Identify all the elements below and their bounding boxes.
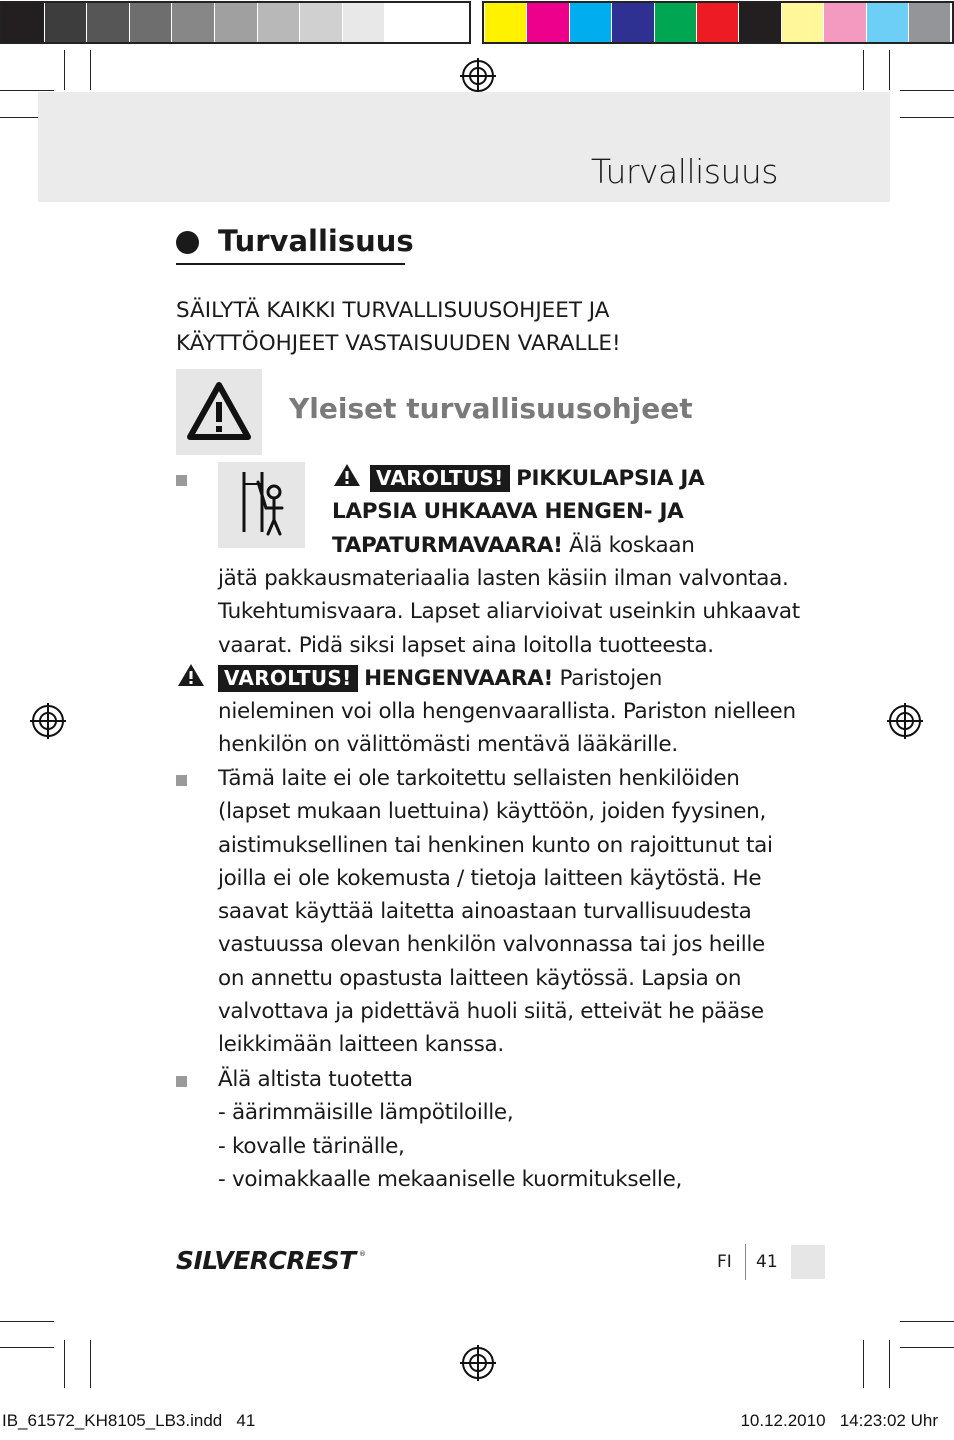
svg-text:®: ®	[359, 1250, 366, 1258]
footer-tab	[791, 1245, 825, 1279]
body-line: henkilön on välittömästi mentävä lääkärille.	[218, 732, 678, 758]
list-bullet	[176, 775, 187, 786]
warning-triangle-icon	[332, 462, 362, 488]
body-line: leikkimään laitteen kanssa.	[218, 1032, 504, 1058]
body-line: Tämä laite ei ole tarkoitettu sellaisten henkilöiden	[218, 766, 740, 791]
body-line: vaarat. Pidä siksi lapset aina loitolla tuotteesta.	[218, 632, 714, 658]
body-line: vastuussa olevan henkilön valvonnassa tai jos heille	[218, 932, 765, 958]
battery-warning-text: Paristojen	[559, 666, 663, 691]
slug-timestamp: 10.12.2010 14:23:02 Uhr	[740, 1411, 938, 1430]
exposure-intro: Älä altista tuotetta	[218, 1067, 413, 1092]
general-safety-title: Yleiset turvallisuusohjeet	[289, 392, 693, 425]
child-warning-text: Älä koskaan	[569, 532, 695, 558]
svg-text:SILVERCREST: SILVERCREST	[176, 1246, 356, 1275]
section-title: Turvallisuus	[218, 224, 414, 258]
slug-file: IB_61572_KH8105_LB3.indd 41	[2, 1411, 256, 1430]
keep-instructions-notice	[176, 294, 796, 360]
child-packaging-icon	[218, 462, 305, 548]
child-warning-heading-line: TAPATURMAVAARA!	[332, 532, 563, 558]
warning-triangle-icon	[176, 662, 206, 688]
registration-mark-icon	[460, 58, 496, 94]
child-warning-heading	[332, 462, 772, 562]
exposure-list-item: - kovalle tärinälle,	[218, 1133, 405, 1159]
footer-divider	[745, 1244, 746, 1280]
notice-line: KÄYTTÖOHJEET VASTAISUUDEN VARALLE!	[176, 331, 621, 356]
battery-warning-title: HENGENVAARA!	[364, 666, 553, 691]
body-line: Tukehtumisvaara. Lapset aliarvioivat useinkin uhkaavat	[218, 599, 800, 625]
section-underline	[176, 263, 405, 265]
language-code: FI	[717, 1252, 732, 1272]
exposure-text	[218, 1063, 798, 1196]
body-line: saavat käyttää laitetta ainoastaan turvallisuudesta	[218, 899, 752, 925]
body-line: jätä pakkausmateriaalia lasten käsiin ilman valvontaa.	[218, 566, 789, 591]
child-warning-body	[218, 562, 798, 662]
exposure-list-item: - voimakkaalle mekaaniselle kuormitukselle,	[218, 1166, 683, 1192]
body-line: joilla ei ole kokemusta / tietoja laitteen käytöstä. He	[218, 865, 762, 891]
silvercrest-logo	[176, 1242, 366, 1276]
body-line: (lapset mukaan luettuina) käyttöön, joiden fyysinen,	[218, 799, 767, 825]
registration-mark-icon	[460, 1345, 496, 1381]
body-line: valvottava ja pidettävä huoli siitä, etteivät he pääse	[218, 999, 764, 1025]
list-bullet	[176, 1076, 187, 1087]
warning-badge: VAROLTUS!	[370, 465, 510, 492]
body-line: aistimuksellinen tai henkinen kunto on rajoittunut tai	[218, 832, 773, 858]
exposure-list-item: - äärimmäisille lämpötiloille,	[218, 1100, 514, 1126]
registration-mark-icon	[887, 703, 923, 739]
section-bullet-icon	[176, 231, 199, 254]
body-line: on annettu opastusta laitteen käytössä. Lapsia on	[218, 965, 742, 991]
body-line: nieleminen voi olla hengenvaarallista. Pariston nielleen	[218, 699, 796, 724]
swatch-frame	[0, 1, 471, 44]
battery-warning-body	[218, 695, 798, 762]
battery-warning-heading	[176, 662, 796, 695]
page-header-title: Turvallisuus	[590, 152, 778, 191]
notice-line: SÄILYTÄ KAIKKI TURVALLISUUSOHJEET JA	[176, 298, 610, 323]
warning-triangle-icon	[176, 369, 262, 455]
child-warning-heading-line: PIKKULAPSIA JA	[516, 466, 705, 491]
list-bullet	[176, 475, 187, 486]
child-warning-heading-line: LAPSIA UHKAAVA HENGEN- JA	[332, 499, 684, 525]
device-usage-text	[218, 762, 798, 1062]
swatch-frame	[482, 1, 954, 44]
warning-box	[176, 369, 262, 455]
registration-mark-icon	[30, 703, 66, 739]
page-number: 41	[756, 1252, 778, 1272]
warning-badge: VAROLTUS!	[218, 665, 358, 692]
